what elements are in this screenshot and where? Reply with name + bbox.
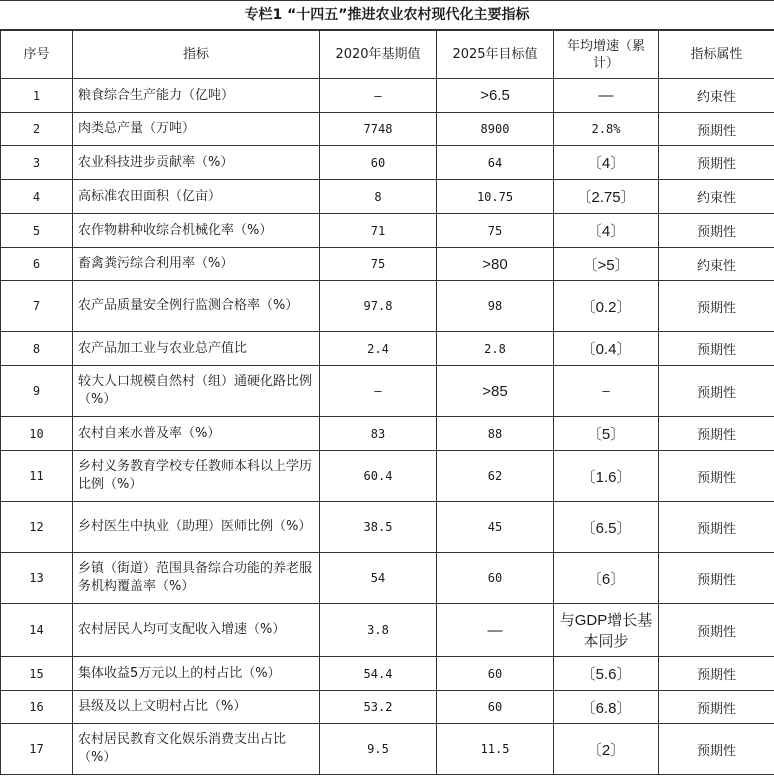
growth-rate: 〔5.6〕 (554, 657, 659, 691)
row-number: 17 (1, 724, 73, 775)
indicator-attribute: 预期性 (659, 366, 774, 417)
table-row (1, 113, 774, 146)
row-number: 16 (1, 691, 73, 724)
target-value: 45 (437, 502, 554, 553)
row-number: 12 (1, 502, 73, 553)
indicator-attribute: 预期性 (659, 657, 774, 691)
indicator-name: 集体收益5万元以上的村占比（%） (73, 657, 320, 691)
table-row (1, 146, 774, 180)
table-row (1, 604, 774, 657)
growth-rate: 〔6〕 (554, 553, 659, 604)
indicator-name: 农业科技进步贡献率（%） (73, 146, 320, 180)
target-value: >80 (437, 248, 554, 281)
growth-rate: 〔2〕 (554, 724, 659, 775)
indicators-table (0, 30, 774, 775)
header-attr: 指标属性 (659, 31, 774, 79)
indicator-name: 粮食综合生产能力（亿吨） (73, 79, 320, 113)
indicator-name: 农产品加工业与农业总产值比 (73, 332, 320, 366)
base-value: 8 (320, 180, 437, 214)
row-number: 1 (1, 79, 73, 113)
base-value: 9.5 (320, 724, 437, 775)
target-value: 11.5 (437, 724, 554, 775)
growth-rate: 〔6.8〕 (554, 691, 659, 724)
header-row (1, 31, 774, 79)
table-body (1, 79, 774, 775)
growth-rate: 〔6.5〕 (554, 502, 659, 553)
row-number: 6 (1, 248, 73, 281)
indicator-attribute: 预期性 (659, 332, 774, 366)
growth-rate: 与GDP增长基本同步 (554, 604, 659, 657)
base-value: 53.2 (320, 691, 437, 724)
base-value: 60.4 (320, 451, 437, 502)
table-row (1, 79, 774, 113)
base-value: — (320, 366, 437, 417)
indicator-name: 畜禽粪污综合利用率（%） (73, 248, 320, 281)
growth-rate: 〔0.4〕 (554, 332, 659, 366)
table-caption: 专栏1 “十四五”推进农业农村现代化主要指标 (0, 0, 774, 30)
indicator-attribute: 预期性 (659, 281, 774, 332)
row-number: 2 (1, 113, 73, 146)
indicator-attribute: 预期性 (659, 451, 774, 502)
table-row (1, 180, 774, 214)
target-value: 75 (437, 214, 554, 248)
header-indicator: 指标 (73, 31, 320, 79)
growth-rate: 〔0.2〕 (554, 281, 659, 332)
growth-rate: 〔4〕 (554, 214, 659, 248)
growth-rate: 〔4〕 (554, 146, 659, 180)
target-value: >85 (437, 366, 554, 417)
row-number: 11 (1, 451, 73, 502)
indicator-attribute: 约束性 (659, 79, 774, 113)
base-value: 7748 (320, 113, 437, 146)
table-row (1, 248, 774, 281)
target-value: 8900 (437, 113, 554, 146)
base-value: 54.4 (320, 657, 437, 691)
target-value: 88 (437, 417, 554, 451)
target-value: 10.75 (437, 180, 554, 214)
indicator-attribute: 预期性 (659, 113, 774, 146)
header-no: 序号 (1, 31, 73, 79)
indicator-attribute: 预期性 (659, 146, 774, 180)
table-row (1, 724, 774, 775)
table-row (1, 332, 774, 366)
growth-rate: — (554, 79, 659, 113)
indicator-name: 乡镇（街道）范围具备综合功能的养老服务机构覆盖率（%） (73, 553, 320, 604)
base-value: 71 (320, 214, 437, 248)
indicator-name: 农作物耕种收综合机械化率（%） (73, 214, 320, 248)
header-target: 2025年目标值 (437, 31, 554, 79)
indicator-name: 县级及以上文明村占比（%） (73, 691, 320, 724)
indicator-attribute: 预期性 (659, 724, 774, 775)
base-value: 60 (320, 146, 437, 180)
indicator-name: 较大人口规模自然村（组）通硬化路比例（%） (73, 366, 320, 417)
indicator-attribute: 预期性 (659, 502, 774, 553)
indicator-name: 农村居民人均可支配收入增速（%） (73, 604, 320, 657)
table-row (1, 451, 774, 502)
growth-rate: 2.8% (554, 113, 659, 146)
header-rate: 年均增速（累计） (554, 31, 659, 79)
header-base: 2020年基期值 (320, 31, 437, 79)
target-value: 2.8 (437, 332, 554, 366)
target-value: 60 (437, 553, 554, 604)
base-value: — (320, 79, 437, 113)
table-row (1, 214, 774, 248)
indicator-attribute: 约束性 (659, 248, 774, 281)
target-value: — (437, 604, 554, 657)
growth-rate: 〔5〕 (554, 417, 659, 451)
base-value: 75 (320, 248, 437, 281)
indicator-attribute: 预期性 (659, 417, 774, 451)
target-value: 98 (437, 281, 554, 332)
row-number: 3 (1, 146, 73, 180)
target-value: 62 (437, 451, 554, 502)
table-row (1, 553, 774, 604)
indicator-attribute: 预期性 (659, 553, 774, 604)
table-row (1, 502, 774, 553)
indicator-name: 乡村义务教育学校专任教师本科以上学历比例（%） (73, 451, 320, 502)
row-number: 5 (1, 214, 73, 248)
row-number: 13 (1, 553, 73, 604)
target-value: 60 (437, 657, 554, 691)
target-value: 60 (437, 691, 554, 724)
base-value: 3.8 (320, 604, 437, 657)
indicator-attribute: 约束性 (659, 180, 774, 214)
indicator-name: 肉类总产量（万吨） (73, 113, 320, 146)
base-value: 83 (320, 417, 437, 451)
indicator-name: 高标准农田面积（亿亩） (73, 180, 320, 214)
target-value: >6.5 (437, 79, 554, 113)
growth-rate: 〔>5〕 (554, 248, 659, 281)
row-number: 8 (1, 332, 73, 366)
indicator-attribute: 预期性 (659, 691, 774, 724)
indicator-name: 农村自来水普及率（%） (73, 417, 320, 451)
table-row (1, 657, 774, 691)
table-row (1, 417, 774, 451)
table-row (1, 366, 774, 417)
base-value: 54 (320, 553, 437, 604)
indicator-name: 农产品质量安全例行监测合格率（%） (73, 281, 320, 332)
table-row (1, 281, 774, 332)
base-value: 38.5 (320, 502, 437, 553)
base-value: 2.4 (320, 332, 437, 366)
row-number: 10 (1, 417, 73, 451)
target-value: 64 (437, 146, 554, 180)
row-number: 14 (1, 604, 73, 657)
indicator-name: 乡村医生中执业（助理）医师比例（%） (73, 502, 320, 553)
row-number: 9 (1, 366, 73, 417)
table-row (1, 691, 774, 724)
base-value: 97.8 (320, 281, 437, 332)
growth-rate: — (554, 366, 659, 417)
row-number: 4 (1, 180, 73, 214)
growth-rate: 〔1.6〕 (554, 451, 659, 502)
growth-rate: 〔2.75〕 (554, 180, 659, 214)
row-number: 15 (1, 657, 73, 691)
indicator-name: 农村居民教育文化娱乐消费支出占比（%） (73, 724, 320, 775)
indicator-attribute: 预期性 (659, 214, 774, 248)
indicator-attribute: 预期性 (659, 604, 774, 657)
row-number: 7 (1, 281, 73, 332)
